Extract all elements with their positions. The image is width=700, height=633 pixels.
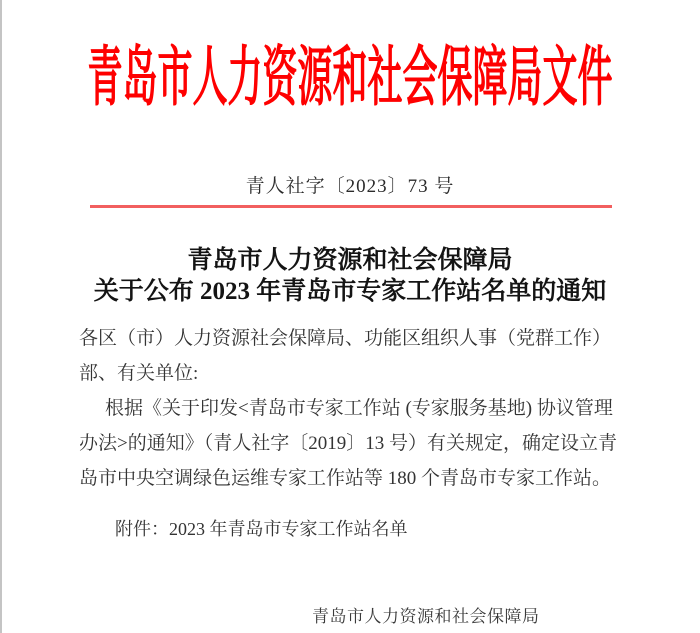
- issuing-authority-banner: 青岛市人力资源和社会保障局文件: [87, 41, 613, 114]
- signature-authority: 青岛市人力资源和社会保障局: [312, 607, 540, 626]
- document-number: 青人社字〔2023〕73 号: [245, 176, 455, 197]
- document-title-line1: 青岛市人力资源和社会保障局: [187, 247, 513, 274]
- paragraph-line-1: 根据《关于印发<青岛市专家工作站 (专家服务基地) 协议管理: [105, 398, 613, 419]
- attachment-line: 附件：2023 年青岛市专家工作站名单: [115, 519, 408, 539]
- salutation-line-2: 部、有关单位:: [79, 363, 199, 384]
- document-title: [0, 245, 700, 307]
- document-title-line2: 关于公布 2023 年青岛市专家工作站名单的通知: [93, 278, 607, 305]
- paragraph-line-3: 岛市中央空调绿色运维专家工作站等 180 个青岛市专家工作站。: [79, 468, 612, 489]
- salutation-line-1: 各区（市）人力资源社会保障局、功能区组织人事（党群工作）: [79, 328, 612, 349]
- red-divider-line: [90, 205, 612, 208]
- paragraph-line-2: 办法>的通知》（青人社字〔2019〕13 号）有关规定，确定设立青: [79, 433, 617, 454]
- document-header-banner: [0, 40, 700, 114]
- document-body: [79, 321, 624, 496]
